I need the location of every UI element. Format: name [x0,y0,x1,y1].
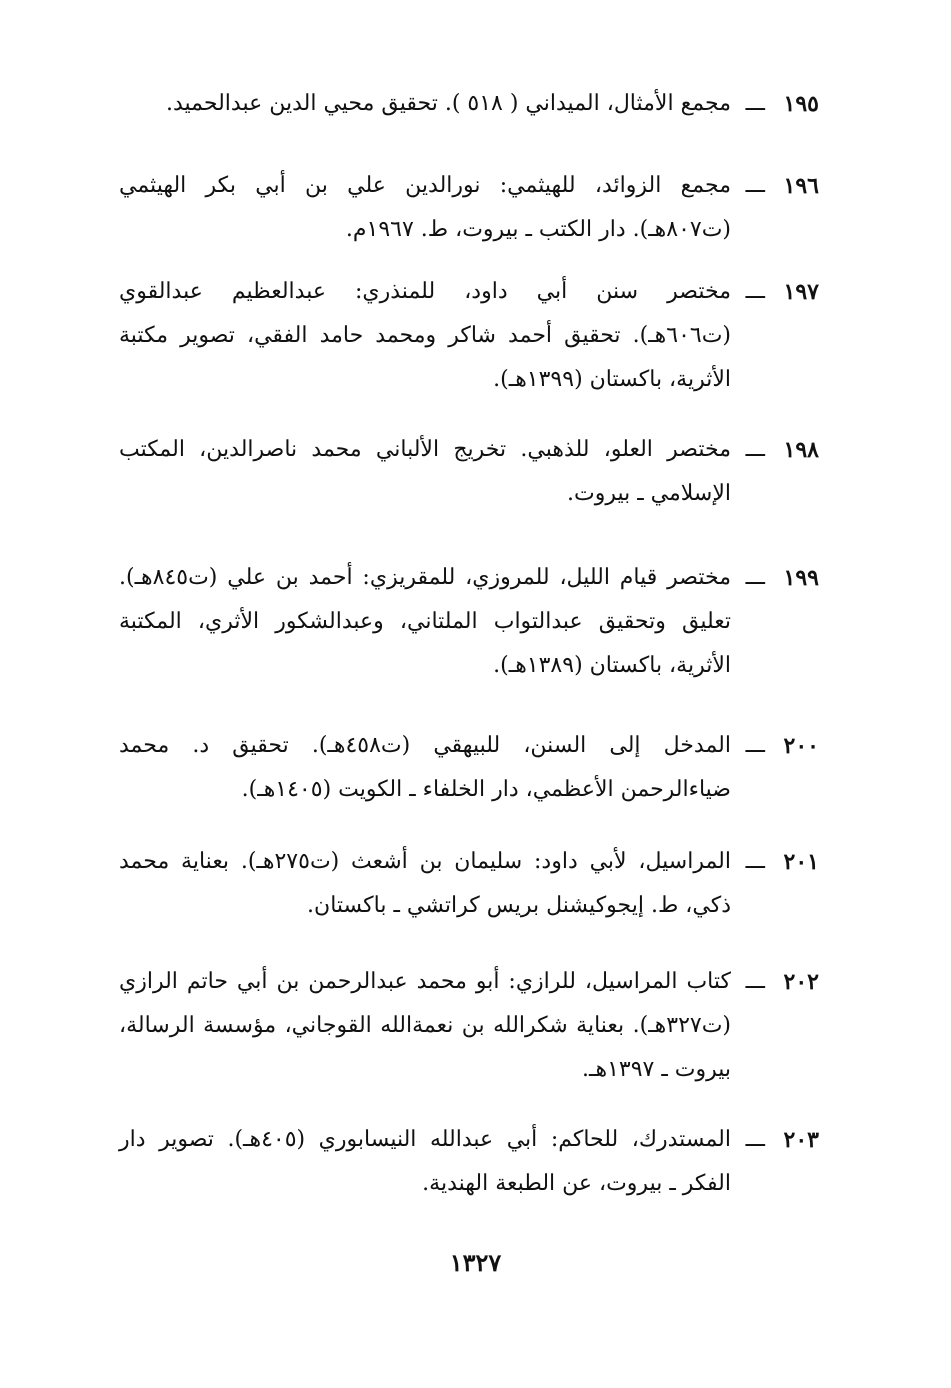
entry-dash: ـــ [745,565,765,590]
entry-line: (ت٨٠٧هـ). دار الكتب ـ بيروت، ط. ١٩٦٧م. [345,217,731,242]
entry-number: ١٩٧ [783,279,819,305]
entry-line: الأثرية، باكستان (١٣٨٩هـ). [493,653,731,678]
entry-dash: ـــ [745,969,765,994]
entry-text [119,428,731,516]
entry-text [119,960,731,1092]
entry-line: مجمع الزوائد، للهيثمي: نورالدين علي بن أبي بكر الهيثمي [119,173,731,198]
entry-line: مجمع الأمثال، الميداني ( ٥١٨ ). تحقيق محيي الدين عبدالحميد. [166,91,731,116]
entry-line: الأثرية، باكستان (١٣٩٩هـ). [493,367,731,392]
entry-number: ٢٠٣ [783,1127,819,1153]
entry-dash: ـــ [745,91,765,116]
entry-dash: ـــ [745,173,765,198]
entry-line: كتاب المراسيل، للرازي: أبو محمد عبدالرحمن بن أبي حاتم الرازي [119,969,731,994]
entry-dash: ـــ [745,849,765,874]
entry-line: الإسلامي ـ بيروت. [566,481,731,506]
entry-text [119,270,731,402]
entry-line: المراسيل، لأبي داود: سليمان بن أشعث (ت٢٧٥هـ). بعناية محمد [119,849,731,874]
entry-line: مختصر العلو، للذهبي. تخريج الألباني محمد ناصرالدين، المكتب [119,437,731,462]
entry-line: (ت٣٢٧هـ). بعناية شكرالله بن نعمةالله القوجاني، مؤسسة الرسالة، [119,1013,731,1038]
entry-line: ذكي، ط. إيجوكيشنل بريس كراتشي ـ باكستان. [307,893,731,918]
entry-text [119,82,731,126]
entry-line: تعليق وتحقيق عبدالتواب الملتاني، وعبدالشكور الأثري، المكتبة [119,609,731,634]
entry-text [119,840,731,928]
entry-text [119,164,731,252]
page-number: ١٣٢٧ [449,1248,502,1277]
entry-number: ٢٠٠ [783,733,819,759]
entry-line: مختصر قيام الليل، للمروزي، للمقريزي: أحمد بن علي (ت٨٤٥هـ). [119,565,731,590]
entry-line: ضياءالرحمن الأعظمي، دار الخلفاء ـ الكويت (١٤٠٥هـ). [241,777,731,802]
entry-line: المستدرك، للحاكم: أبي عبدالله النيسابوري (٤٠٥هـ). تصوير دار [119,1127,731,1152]
entry-number: ٢٠١ [783,849,819,875]
entry-number: ١٩٩ [783,565,819,591]
entry-text [119,724,731,812]
entry-dash: ـــ [745,733,765,758]
entry-line: (ت٦٠٦هـ). تحقيق أحمد شاكر ومحمد حامد الفقي، تصوير مكتبة [119,323,731,348]
entry-dash: ـــ [745,1127,765,1152]
entry-number: ١٩٦ [783,173,819,199]
entry-dash: ـــ [745,279,765,304]
entry-line: مختصر سنن أبي داود، للمنذري: عبدالعظيم عبدالقوي [119,279,731,304]
entry-number: ٢٠٢ [783,969,819,995]
entry-line: المدخل إلى السنن، للبيهقي (ت٤٥٨هـ). تحقيق د. محمد [119,733,731,758]
entry-number: ١٩٨ [783,437,819,463]
entry-text [119,1118,731,1206]
entry-dash: ـــ [745,437,765,462]
entry-line: بيروت ـ ١٣٩٧هـ. [582,1057,731,1082]
entry-number: ١٩٥ [783,91,819,117]
entry-text [119,556,731,688]
entry-line: الفكر ـ بيروت، عن الطبعة الهندية. [422,1171,731,1196]
